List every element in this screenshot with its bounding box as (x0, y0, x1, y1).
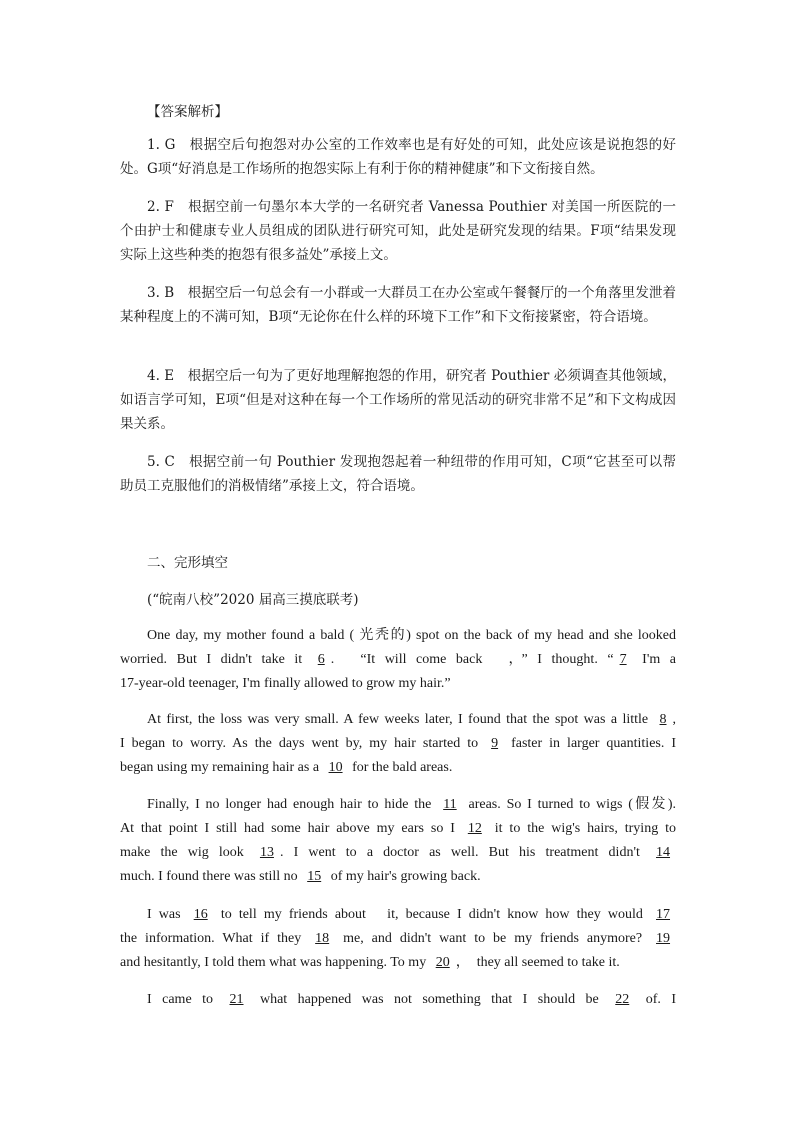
blank-21[interactable]: 21 (229, 992, 244, 1007)
text: I'm a (642, 652, 677, 667)
answer-item-3: 3. B 根据空后一句总会有一小群或一大群员工在办公室或午餐餐厅的一个角落里发泄着某种程度上的不满可知，B项“无论你在什么样的环境下工作”和下文衔接紧密，符合语境。 (120, 285, 676, 325)
blank-16[interactable]: 16 (193, 907, 208, 922)
blank-19[interactable]: 19 (656, 931, 671, 946)
text: areas. So I turned to wigs (假发). (468, 797, 677, 812)
cloze-paragraph-1 (120, 624, 676, 696)
blank-18[interactable]: 18 (315, 931, 330, 946)
line (120, 927, 676, 951)
blank-12[interactable]: 12 (467, 821, 482, 836)
text: of. I (645, 992, 677, 1007)
text: to tell my friends about it, because I didn't know how they would (220, 907, 643, 922)
blank-22[interactable]: 22 (615, 992, 630, 1007)
line (120, 903, 676, 927)
text: At that point I still had some hair above my ears so I (120, 821, 455, 836)
text: me, and didn't want to be my friends anymore? (343, 931, 643, 946)
blank-13[interactable]: 13 (259, 845, 274, 860)
line (120, 817, 676, 841)
text: . “It will come back ，” I thought. “ (330, 652, 614, 667)
text: began using my remaining hair as a (120, 760, 320, 775)
text: what happened was not something that I should be (259, 992, 599, 1007)
text: Finally, I no longer had enough hair to hide the (147, 797, 432, 812)
section-title: 二、完形填空 (147, 555, 228, 571)
answer-item-1: 1. G 根据空后句抱怨对办公室的工作效率也是有好处的可知，此处应该是说抱怨的好处。G项“好消息是工作场所的抱怨实际上有利于你的精神健康”和下文衔接自然。 (120, 137, 676, 177)
line (120, 793, 676, 817)
blank-10[interactable]: 10 (328, 760, 343, 775)
line (120, 951, 676, 975)
text: , (672, 712, 676, 727)
line (120, 756, 676, 780)
text: ， they all seemed to take it. (455, 955, 620, 970)
text: and hesitantly, I told them what was happening. To my (120, 955, 427, 970)
blank-20[interactable]: 20 (435, 955, 450, 970)
answer-item-5: 5. C 根据空前一句 Pouthier 发现抱怨起着一种纽带的作用可知，C项“它甚至可以帮助员工克服他们的消极情绪”承接上文，符合语境。 (120, 454, 676, 494)
text: the information. What if they (120, 931, 302, 946)
line (120, 988, 676, 1012)
text: of my hair's growing back. (330, 869, 481, 884)
cloze-paragraph-5 (120, 988, 676, 1012)
text: At first, the loss was very small. A few weeks later, I found that the spot was a little (147, 712, 649, 727)
text: I was (147, 907, 181, 922)
text: worried. But I didn't take it (120, 652, 303, 667)
answer-analysis-heading: 【答案解析】 (147, 104, 228, 120)
source-note: (“皖南八校”2020 届高三摸底联考) (147, 592, 359, 608)
text: make the wig look (120, 845, 244, 860)
answer-item-4: 4. E 根据空后一句为了更好地理解抱怨的作用，研究者 Pouthier 必须调查其他领域，如语言学可知，E项“但是对这种在每一个工作场所的常见活动的研究非常不足”和下文构成因果关系。 (120, 368, 676, 432)
cloze-paragraph-4 (120, 903, 676, 975)
blank-17[interactable]: 17 (656, 907, 671, 922)
text: for the bald areas. (352, 760, 453, 775)
blank-15[interactable]: 15 (307, 869, 322, 884)
cloze-paragraph-2 (120, 708, 676, 780)
line (120, 865, 676, 889)
text: much. I found there was still no (120, 869, 298, 884)
text: faster in larger quantities. I (511, 736, 677, 751)
text: . I went to a doctor as well. But his treatment didn't (279, 845, 640, 860)
blank-14[interactable]: 14 (656, 845, 671, 860)
line: 17-year-old teenager, I'm finally allowed to grow my hair.” (120, 676, 451, 691)
line (120, 841, 676, 865)
answer-item-2: 2. F 根据空前一句墨尔本大学的一名研究者 Vanessa Pouthier 对美国一所医院的一个由护士和健康专业人员组成的团队进行研究可知，此处是研究发现的结果。F项“结果发现实际上这些种类的抱怨有很多益处”承接上文。 (120, 199, 676, 263)
text: it to the wig's hairs, trying to (494, 821, 676, 836)
line (120, 648, 676, 672)
blank-6[interactable]: 6 (317, 652, 325, 667)
blank-9[interactable]: 9 (491, 736, 499, 751)
line (120, 732, 676, 756)
text: I came to (147, 992, 214, 1007)
blank-11[interactable]: 11 (443, 797, 457, 812)
text: I began to worry. As the days went by, my hair started to (120, 736, 479, 751)
cloze-paragraph-3 (120, 793, 676, 889)
line: One day, my mother found a bald ( 光秃的) spot on the back of my head and she looked (147, 628, 676, 643)
blank-7[interactable]: 7 (619, 652, 627, 667)
line (120, 708, 676, 732)
blank-8[interactable]: 8 (659, 712, 667, 727)
